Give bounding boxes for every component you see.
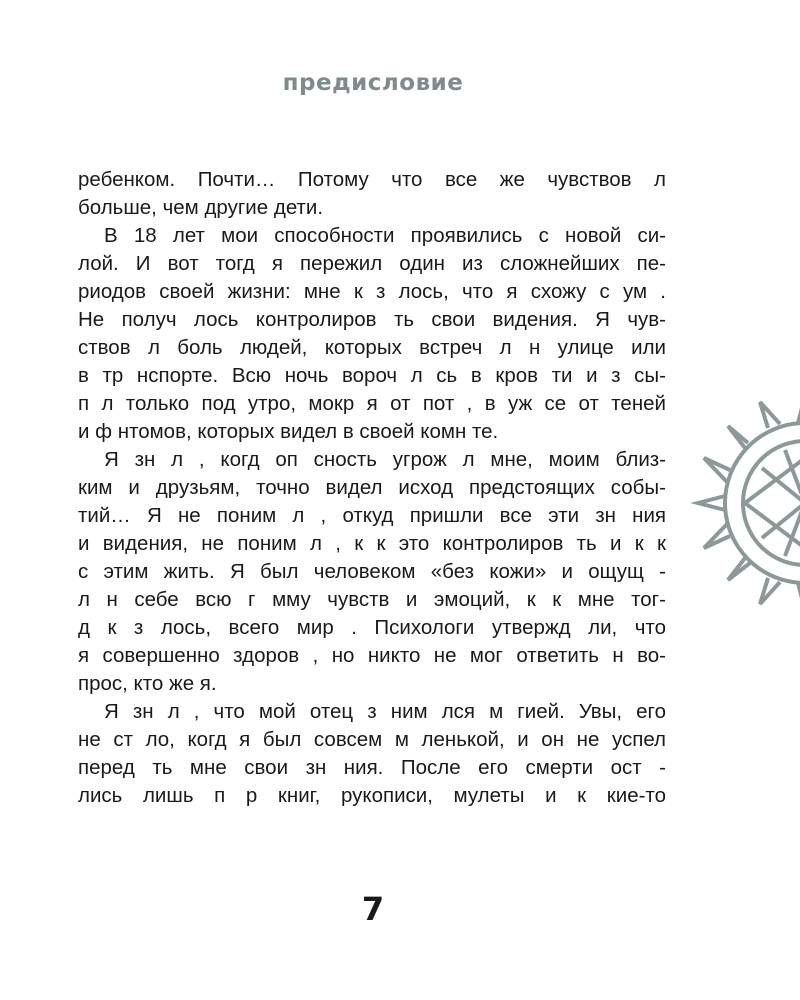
text-line: с этим жить. Я был человеком «без кожи» и ощущ - [78, 560, 666, 583]
text-line: п л только под утро, мокр я от пот , в уж се от теней [78, 392, 666, 415]
text-line: в тр нспорте. Всю ночь вороч л сь в кров ти и з сы- [78, 364, 666, 387]
text-line: ким и друзьям, точно видел исход предстоящих собы- [78, 476, 666, 499]
body-text [78, 166, 666, 810]
sun-ornament-icon [690, 388, 800, 618]
text-line: д к з лось, всего мир . Психологи утвержд ли, что [78, 616, 666, 639]
text-line: В 18 лет мои способности проявились с новой си- [104, 224, 666, 247]
text-line: я совершенно здоров , но никто не мог ответить н во- [78, 644, 666, 667]
text-line: больше, чем другие дети. [78, 196, 324, 219]
text-line: не ст ло, когд я был совсем м ленькой, и он не успел [78, 728, 666, 751]
text-line: лой. И вот тогд я пережил один из сложнейших пе- [78, 252, 666, 275]
text-line: лись лишь п р книг, рукописи, мулеты и к кие-то [78, 784, 666, 807]
text-line: Я зн л , когд оп сность угрож л мне, моим близ- [104, 448, 666, 471]
text-line: ствов л боль людей, которых встреч л н улице или [78, 336, 666, 359]
text-line: ребенком. Почти… Потому что все же чувствов л [78, 168, 666, 191]
text-line: и ф нтомов, которых видел в своей комн те. [78, 420, 499, 443]
text-line: прос, кто же я. [78, 672, 217, 695]
text-line: л н себе всю г мму чувств и эмоций, к к мне тог- [78, 588, 666, 611]
text-line: Не получ лось контролиров ть свои видения. Я чув- [78, 308, 666, 331]
text-line: перед ть мне свои зн ния. После его смерти ост - [78, 756, 666, 779]
text-line: тий… Я не поним л , откуд пришли все эти зн ния [78, 504, 666, 527]
text-line: и видения, не поним л , к к это контролиров ть и к к [78, 532, 666, 555]
text-line: Я зн л , что мой отец з ним лся м гией. Увы, его [104, 700, 666, 723]
text-line: риодов своей жизни: мне к з лось, что я схожу с ум . [78, 280, 666, 303]
running-header: предисловие [282, 70, 464, 96]
page-number: 7 [361, 890, 385, 928]
